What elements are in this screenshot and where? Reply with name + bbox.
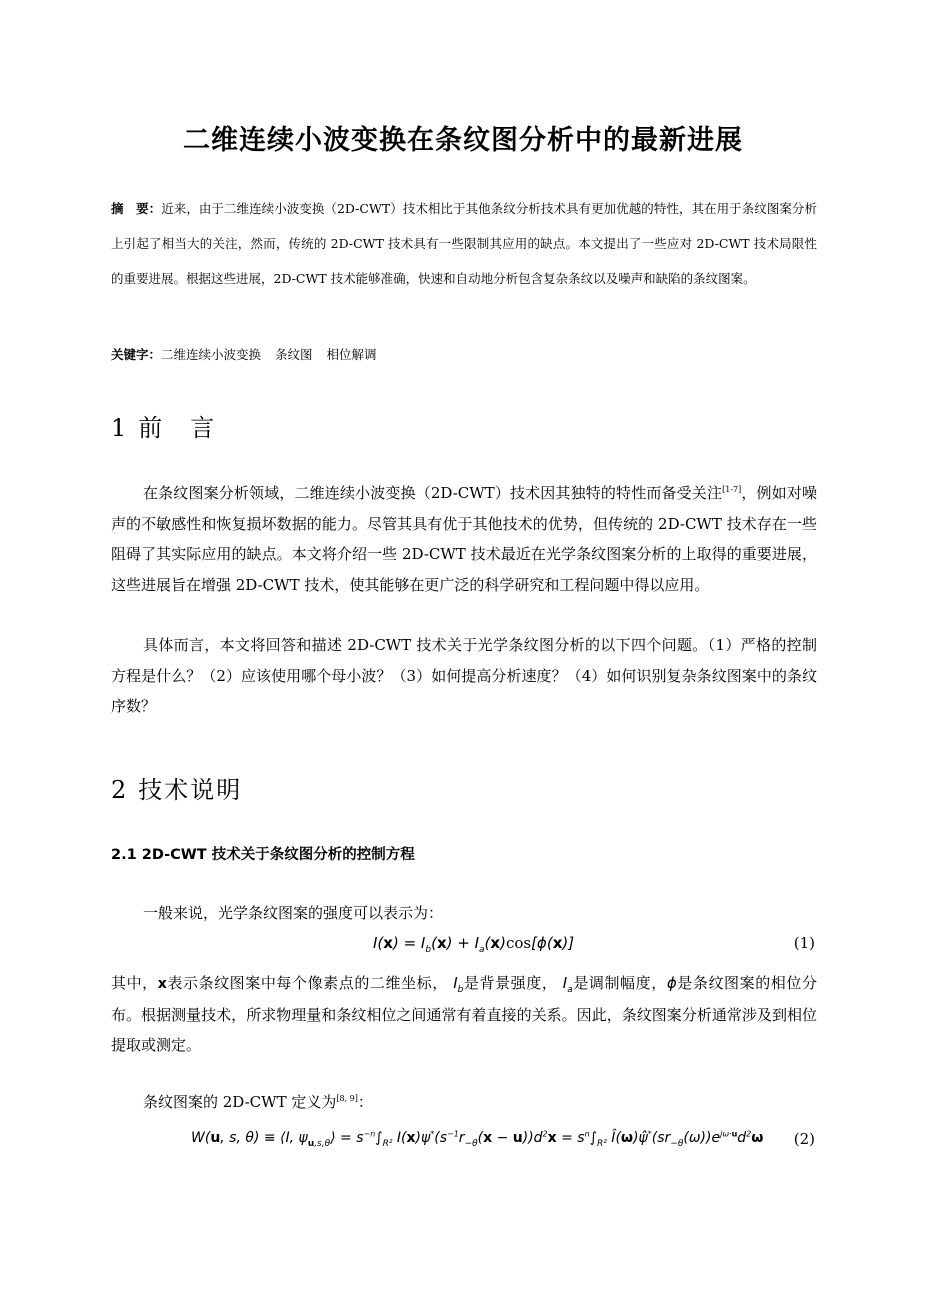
subsection-heading: 2.1 2D-CWT 技术关于条纹图分析的控制方程 <box>111 847 415 863</box>
paragraph-text: ，例如对噪声的不敏感性和恢复损坏数据的能力。尽管其具有优于其他技术的优势，但传统的 2D-CWT 技术存在一些阻碍了其实际应用的缺点。本文将介绍一些 2D-CWT 技术最近在光学条纹图案分析的上取得的重要进展，这些进展旨在增强 2D-CWT 技术，使其能够在更广泛的科学研究和工程问题中得以应用。 <box>111 484 817 594</box>
equation-1 <box>111 934 817 962</box>
symbol-ib: $I_b$ <box>453 974 464 995</box>
abstract-text: 近来，由于二维连续小波变换（2D-CWT）技术相比于其他条纹分析技术具有更加优越的特性，其在用于条纹图案分析上引起了相当大的关注，然而，传统的 2D-CWT 技术具有一些限制其应用的缺点。本文提出了一些应对 2D-CWT 技术局限性的重要进展。根据这些进展，2D-CWT 技术能够准确，快速和自动地分析包含复杂条纹以及噪声和缺陷的条纹图案。 <box>111 201 817 286</box>
symbol-phi: ϕ <box>666 974 677 992</box>
equation-number: (2) <box>793 1130 815 1148</box>
section-number: 1 <box>111 414 129 442</box>
paragraph-intensity: 一般来说，光学条纹图案的强度可以表示为： <box>143 904 444 922</box>
paragraph-text: 表示条纹图案中每个像素点的二维坐标， <box>166 974 448 992</box>
paragraph-text: 其中， <box>111 974 158 992</box>
abstract-label: 摘 要： <box>111 201 162 216</box>
paragraph-intro-1 <box>111 478 817 600</box>
citation: [1-7] <box>722 485 742 494</box>
paragraph-text: 在条纹图案分析领域，二维连续小波变换（2D-CWT）技术因其独特的特性而备受关注 <box>143 484 723 502</box>
keywords <box>111 340 391 370</box>
equation-formula: $I(x) = I_b(x) + I_a(x)\cos[\phi(x)]$ <box>373 934 575 955</box>
paragraph-text: 是调制幅度， <box>572 974 667 992</box>
section-title: 技术说明 <box>138 776 243 804</box>
section-heading-2 <box>111 770 242 805</box>
keyword-item: 条纹图 <box>275 347 313 362</box>
equation-formula: W(u, s, θ) ≡ ⟨I, $\psi_{u,s,\theta}⟩ = s^{-n}\int_{R^2}$ $I(x)\psi^*(s^{-1}r_{-\theta}(x - u))d^2x = s^n\int_{R^2}$ $Î(\omega)\psî^*(sr_{-\theta}(\omega))e^{j\omega\cdot u}d^2\omega$ <box>191 1129 764 1149</box>
section-title: 前 言 <box>138 414 217 442</box>
paper-title: 二维连续小波变换在条纹图分析中的最新进展 <box>183 125 743 156</box>
paragraph-text: 是条纹图案的相位分布。根据测量技术，所求物理量和条纹相位之间通常有着直接的关系。因此，条纹图案分析通常涉及到相位提取或测定。 <box>111 974 817 1054</box>
citation: [8, 9] <box>336 1094 358 1103</box>
symbol-ia: $I_a$ <box>562 974 573 995</box>
paragraph-where <box>111 968 817 1061</box>
equation-2 <box>111 1130 817 1158</box>
paragraph-intro-2: 具体而言，本文将回答和描述 2D-CWT 技术关于光学条纹图分析的以下四个问题。（1）严格的控制方程是什么？（2）应该使用哪个母小波？（3）如何提高分析速度？（4）如何识别复杂条纹图案中的条纹序数？ <box>111 636 817 715</box>
keyword-item: 相位解调 <box>326 347 377 362</box>
symbol-x: x <box>157 976 167 992</box>
abstract <box>111 191 817 296</box>
keyword-item: 二维连续小波变换 <box>161 347 262 362</box>
paragraph-text: 是背景强度， <box>463 974 558 992</box>
keywords-label: 关键字： <box>111 347 162 362</box>
section-heading-1 <box>111 408 216 443</box>
paragraph-text: 条纹图案的 2D-CWT 定义为 <box>143 1093 337 1111</box>
equation-number: (1) <box>793 934 815 952</box>
section-number: 2 <box>111 776 129 804</box>
paragraph-text: ： <box>357 1093 373 1111</box>
paragraph-definition <box>111 1087 817 1118</box>
